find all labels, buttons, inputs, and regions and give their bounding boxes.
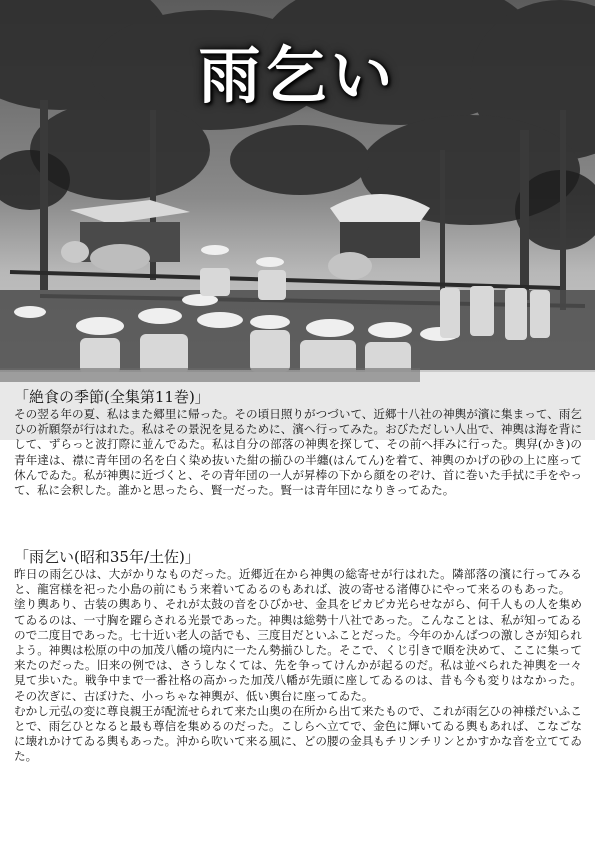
- section-amagoi: [14, 548, 582, 765]
- section-heading: 「雨乞い(昭和35年/土佐)」: [14, 548, 200, 566]
- section-paragraph: 昨日の雨乞ひは、大がかりなものだった。近郷近在から神輿の総寄せが行はれた。隣部落の濱に行ってみると、龍宮様を祀った小島の前にもう来着いてゐるのもあれば、波の寄せる渚傳ひにやって来るのもあった。: [14, 567, 582, 597]
- section-paragraph: むかし元弘の変に尊良親王が配流せられて来た山奥の在所から出て来たもので、これが雨乞ひの神様だいふことで、雨乞ひとなると最も尊信を集めるのだった。こしらへ立てで、金色に輝いてゐる輿もあれば、こなごなに壊れかけてゐる輿もあった。沖から吹いて来る風に、どの腰の金具もチリンチリンとかすかな音を立ててゐた。: [14, 703, 582, 764]
- page-title: 雨乞い: [198, 39, 397, 112]
- section-heading: 「絶食の季節(全集第11巻)」: [14, 388, 210, 406]
- section-paragraph: 塗り輿あり、古装の輿あり、それが太鼓の音をひびかせ、金具をピカピカ光らせながら、何千人もの人を集めてゐるのは、一寸胸を躍らされる光景であった。神輿は総勢十八社であった。こんなことは、私が知ってゐるので二度目であった。七十近い老人の話でも、三度目だといふことだった。今年のかんばつの激しさが知られよう。神輿は松原の中の加茂八幡の境内に一たん勢揃ひした。そこで、くじ引きで順を決めて、ここに集って来たのだった。旧来の例では、さうしなくては、先を争ってけんかが起るのだ。私は並べられた神輿を一々見て歩いた。戦争中まで一番社格の高かった加茂八幡が先頭に座してゐるのは、昔も今も変りはなかった。その次ぎに、古ぼけた、小っちゃな神輿が、低い輿台に座ってゐた。: [14, 597, 582, 703]
- section-zesshoku: [14, 388, 582, 498]
- section-paragraph: その翌る年の夏、私はまた郷里に帰った。その頃日照りがつづいて、近郷十八社の神輿が濱に集まって、雨乞ひの祈願祭が行はれた。私はその景況を見るために、濱へ行ってみた。おびただしい人出で、神輿は海を背にして、ずらっと波打際に並んでゐた。私は自分の部落の神輿を探して、その前へ拝みに行った。輿舁(かき)の青年達は、襟に青年団の名を白く染め抜いた紺の揃ひの半纏(はんてん)を着て、神輿のかげの砂の上に座って休んでゐた。私が神輿に近づくと、その青年団の一人が昇棒の下から顔をのぞけ、首に巻いた手拭に手をやって、私に会釈した。誰かと思ったら、賢一だった。賢一は青年団になりきってゐた。: [14, 407, 582, 498]
